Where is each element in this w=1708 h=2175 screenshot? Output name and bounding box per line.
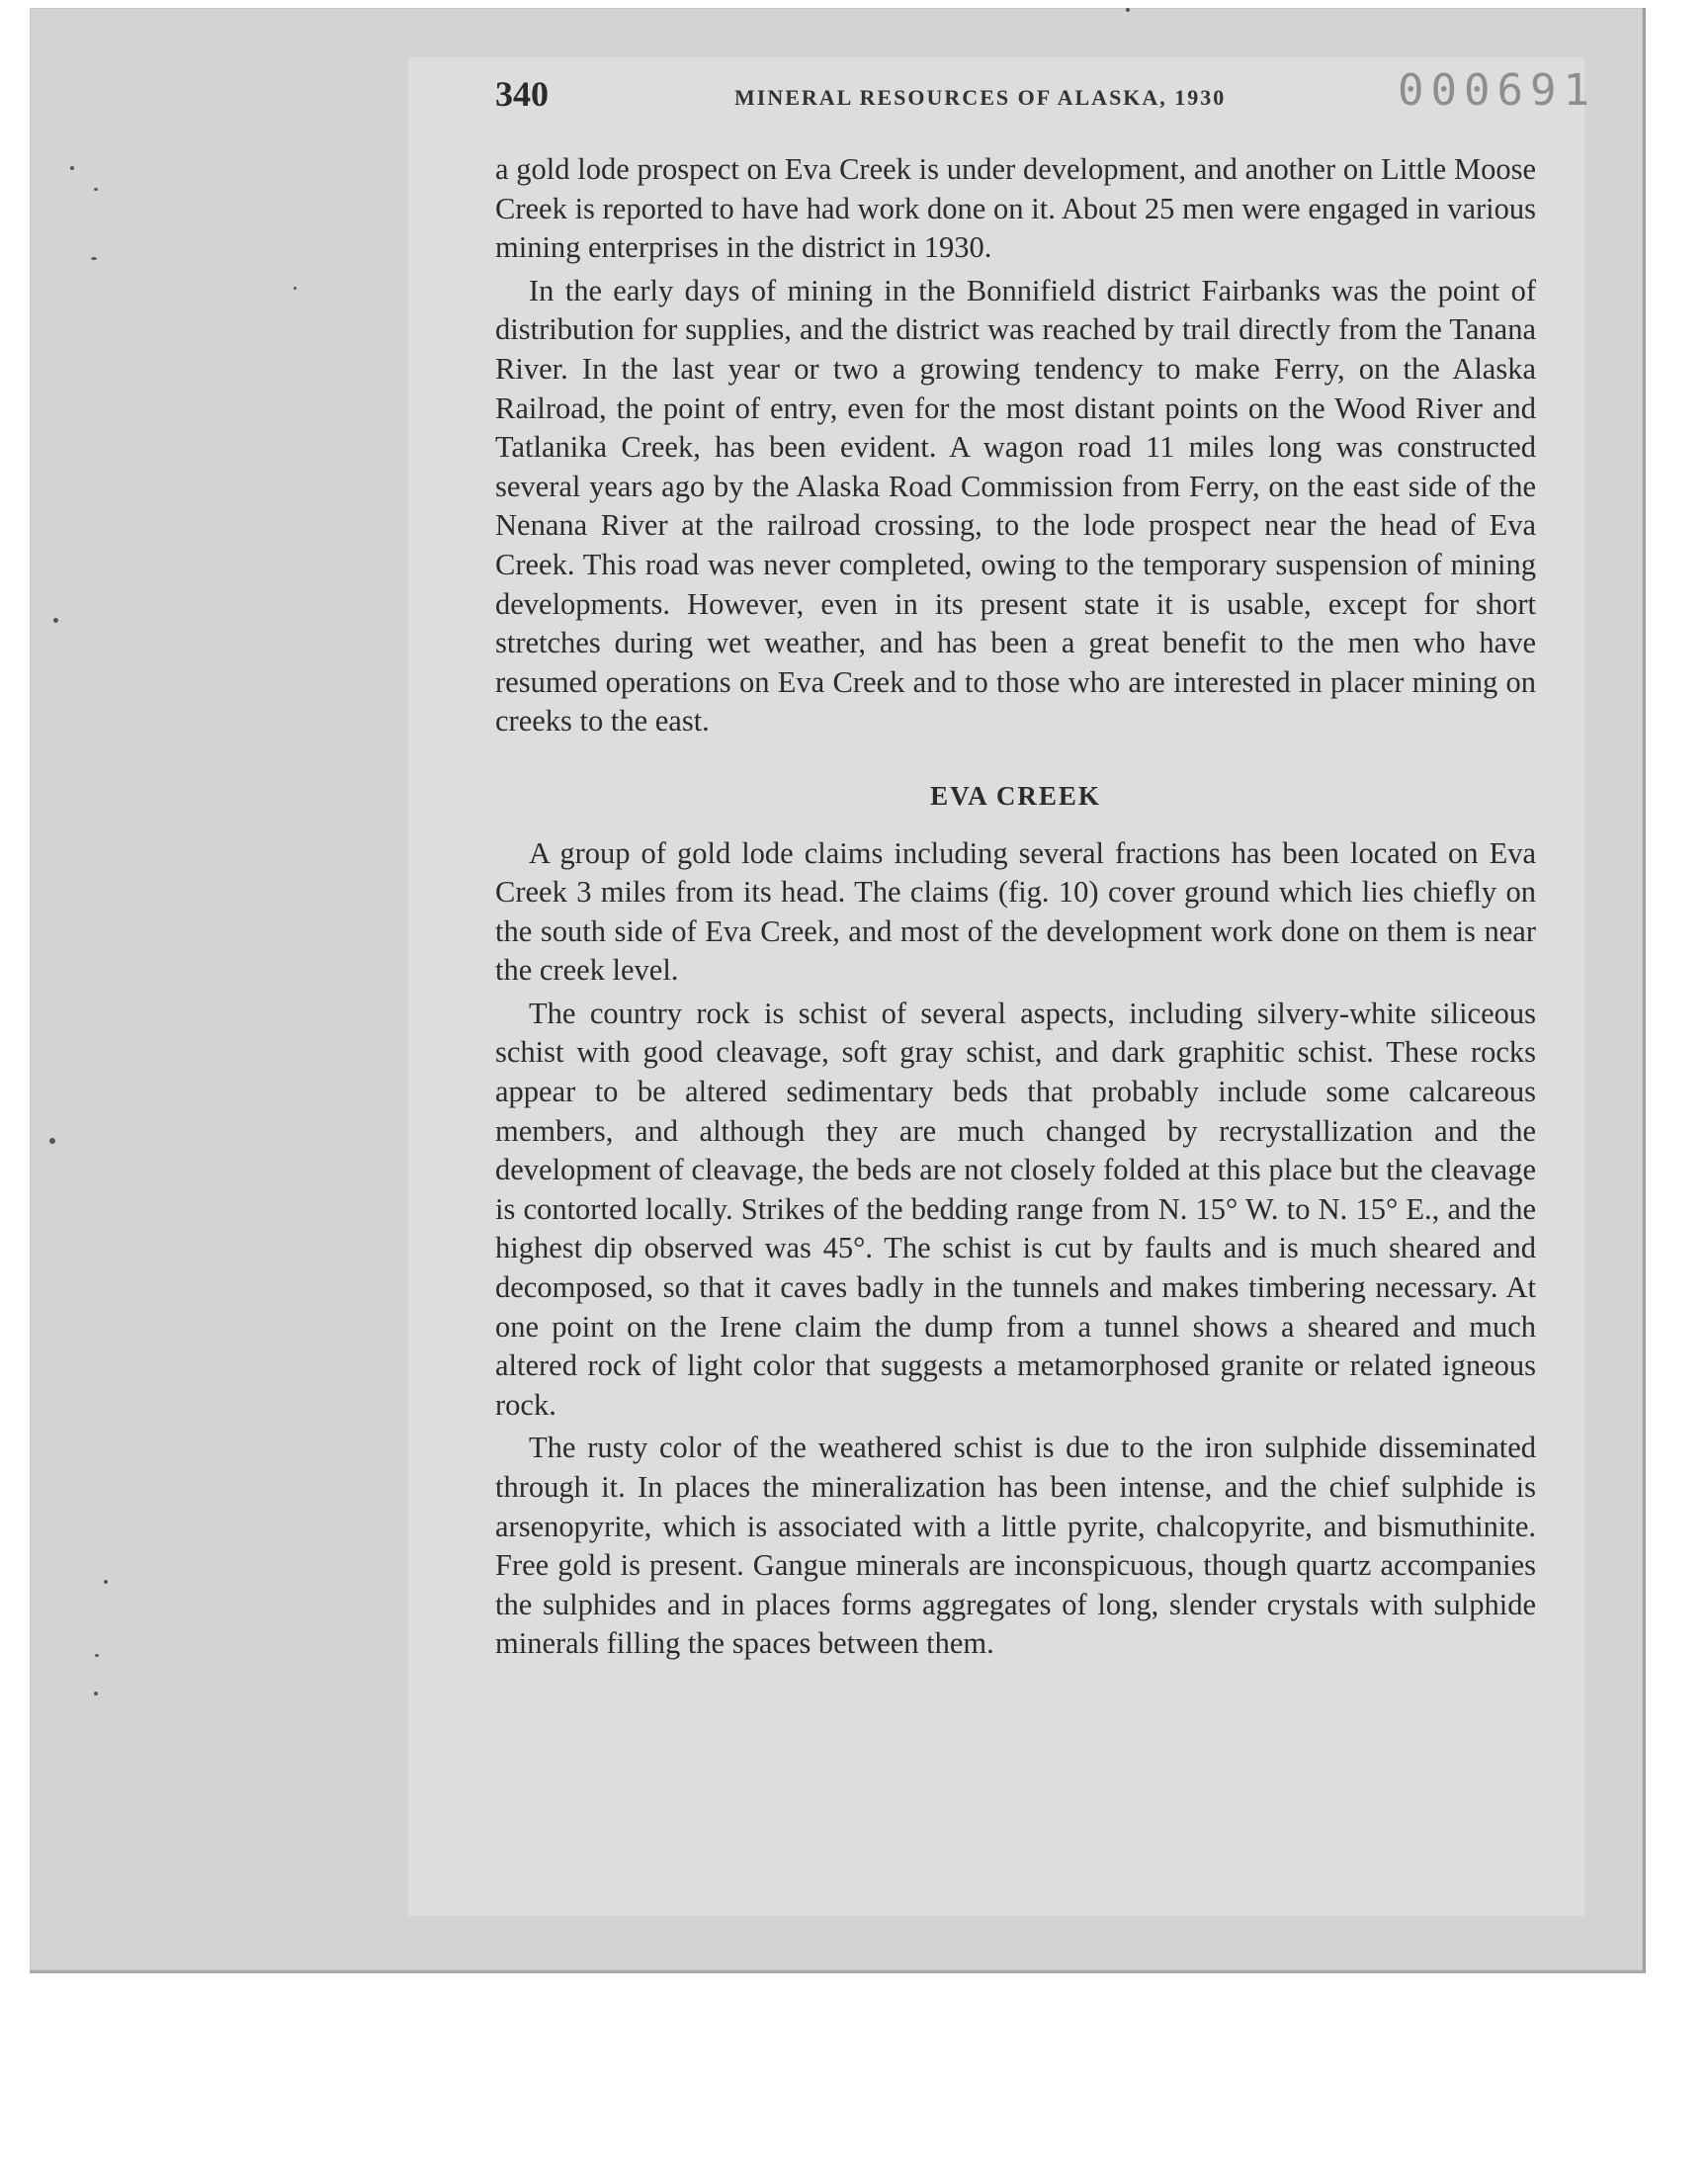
page-number: 340 [495, 74, 549, 114]
paragraph-mineralization: The rusty color of the weathered schist is due to the iron sulphide disseminated through it. In places the mineralization has been intense, and the chief sulphide is arsenopyrite, which is associated with a little pyrite, chalcopyrite, and bismuthinite. Free gold is present. Gangue minerals are inconspicuous, though quartz accompanies the sulphides and in places forms aggregates of long, slender crystals with sulphide minerals filling the spaces between them. [495, 1431, 1536, 1661]
paragraph-continued: a gold lode prospect on Eva Creek is under development, and another on Little Moose Creek is reported to have had work done on it. About 25 men were engaged in various mining enterprises in the district in 1930. [495, 152, 1536, 265]
scanned-sheet [30, 8, 1646, 1973]
scan-speck [49, 1138, 55, 1144]
scan-speck [104, 1580, 108, 1584]
scan-speck [294, 287, 297, 290]
running-head: MINERAL RESOURCES OF ALASKA, 1930 [734, 85, 1227, 110]
paragraph-access: In the early days of mining in the Bonnifield district Fairbanks was the point of distribution for supplies, and the district was reached by trail directly from the Tanana River. In the last year or two a growing tendency to make Ferry, on the Alaska Railroad, the point of entry, even for the most distant points on the Wood River and Tatlanika Creek, has been evident. A wagon road 11 miles long was constructed several years ago by the Alaska Road Commission from Ferry, on the east side of the Nenana River at the railroad crossing, to the lode prospect near the head of Eva Creek. This road was never completed, owing to the temporary suspension of mining developments. However, even in its present state it is usable, except for short stretches during wet weather, and has been a great benefit to the men who have resumed operations on Eva Creek and to those who are interested in placer mining on creeks to the east. [495, 273, 1536, 739]
scan-speck [53, 618, 58, 623]
section-heading: EVA CREEK [930, 780, 1101, 811]
page-header [495, 65, 1596, 134]
body-text [495, 150, 1536, 1664]
scan-speck [70, 166, 74, 170]
scan-speck [94, 188, 98, 191]
scan-speck [95, 1654, 99, 1657]
paragraph-claims: A group of gold lode claims including several fractions has been located on Eva Creek 3 miles from its head. The claims (fig. 10) cover ground which lies chiefly on the south side of Eva Creek, and most of the development work done on them is near the creek level. [495, 835, 1536, 988]
scan-speck [91, 257, 97, 260]
book-page [408, 57, 1596, 1916]
scan-speck [1126, 8, 1130, 12]
paragraph-country-rock: The country rock is schist of several aspects, including silvery-white siliceous schist with good cleavage, soft gray schist, and dark graphitic schist. These rocks appear to be altered sedimentary beds that probably include some calcareous members, and although they are much changed by recrystallization and the development of cleavage, the beds are not closely folded at this place but the cleavage is contorted locally. Strikes of the bedding range from N. 15° W. to N. 15° E., and the highest dip observed was 45°. The schist is cut by faults and is much sheared and decomposed, so that it caves badly in the tunnels and makes timbering necessary. At one point on the Irene claim the dump from a tunnel shows a sheared and much altered rock of light color that suggests a metamorphosed granite or related igneous rock. [495, 996, 1536, 1422]
scan-speck [94, 1692, 98, 1696]
stamp-number: 000691 [1398, 65, 1596, 116]
